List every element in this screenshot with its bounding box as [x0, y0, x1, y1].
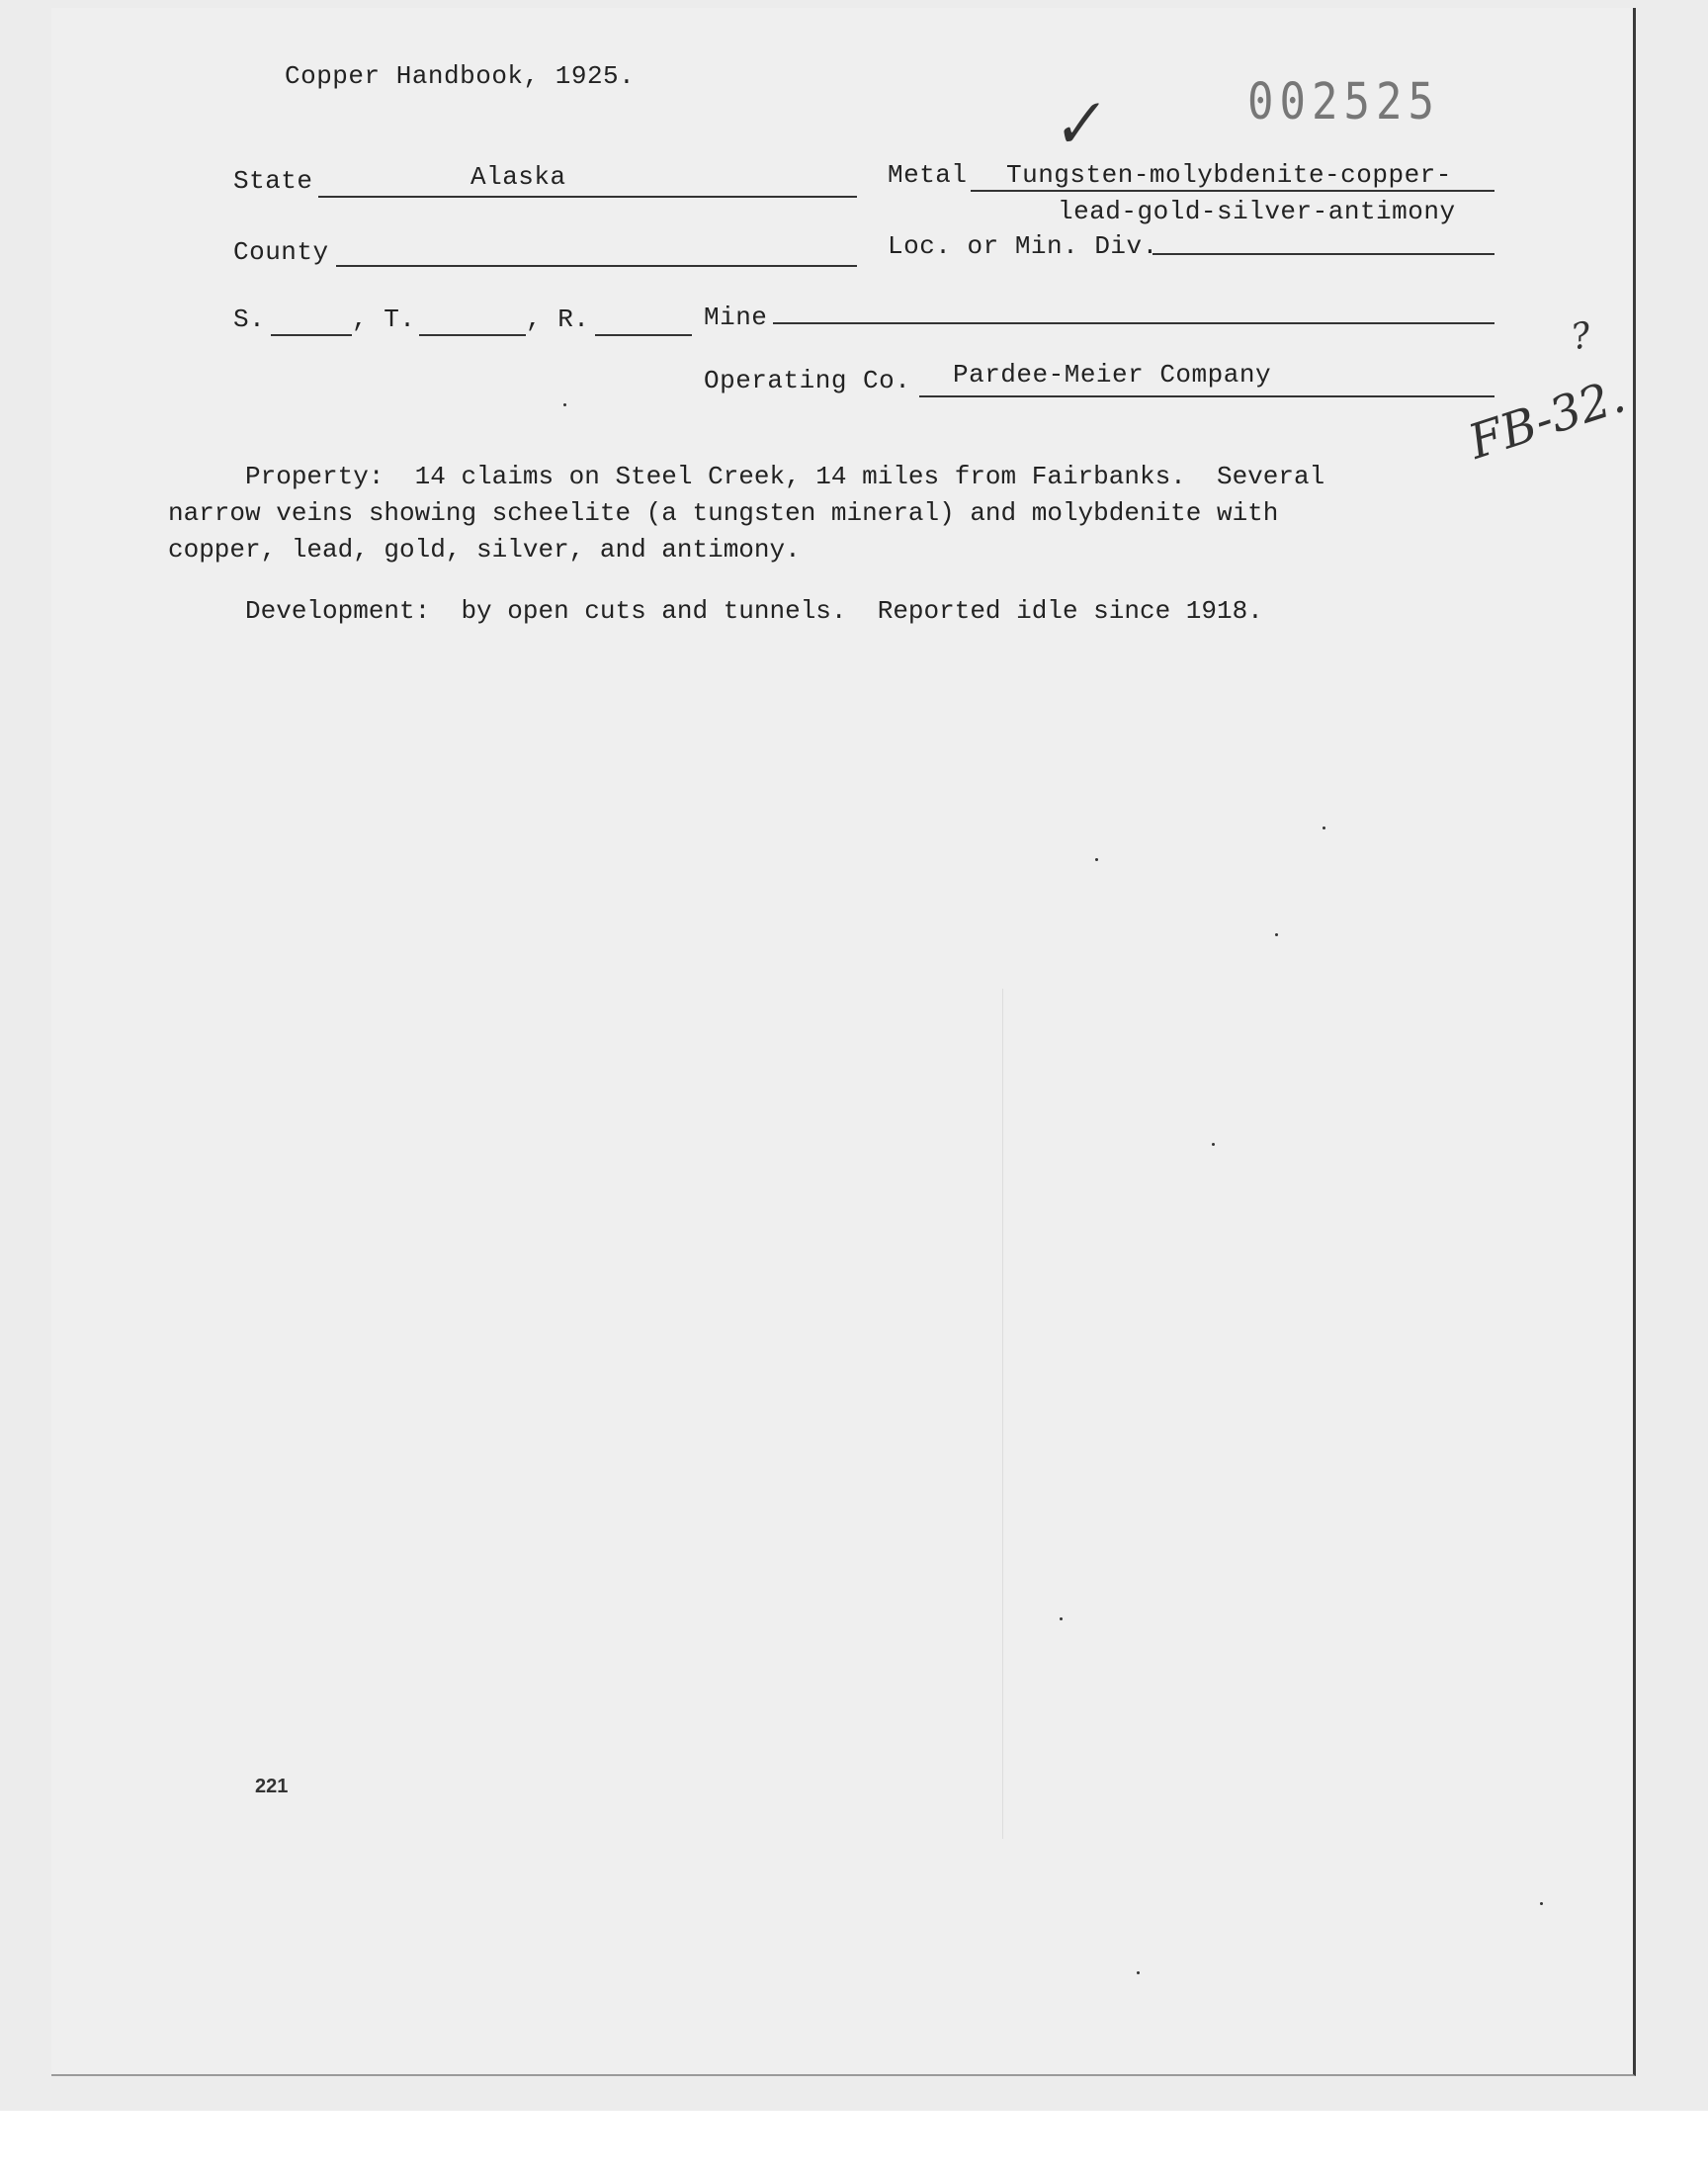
- township-label: , T.: [352, 304, 416, 334]
- metal-value-line2: lead-gold-silver-antimony: [1058, 197, 1456, 226]
- county-label: County: [233, 237, 329, 267]
- property-line-2: narrow veins showing scheelite (a tungsten mineral) and molybdenite with: [168, 498, 1279, 528]
- scan-speck: [1095, 858, 1098, 861]
- page-number: 221: [255, 1776, 289, 1797]
- scan-margin: [0, 2111, 1708, 2175]
- mine-label: Mine: [704, 303, 768, 332]
- county-line: [336, 265, 857, 267]
- handwritten-question-mark: ?: [1568, 314, 1594, 359]
- state-value: Alaska: [470, 162, 566, 192]
- paper-sheet: [51, 8, 1636, 2076]
- scan-speck: [563, 403, 566, 406]
- loc-line: [1153, 253, 1494, 255]
- check-mark: ✓: [1045, 85, 1108, 166]
- range-label: , R.: [526, 304, 590, 334]
- mine-line: [773, 322, 1494, 324]
- range-line: [595, 334, 692, 336]
- operating-co-value: Pardee-Meier Company: [953, 360, 1272, 390]
- section-line: [271, 334, 352, 336]
- record-number-stamp: 002525: [1247, 73, 1440, 131]
- property-line-1: Property: 14 claims on Steel Creek, 14 miles from Fairbanks. Several: [168, 462, 1325, 491]
- state-label: State: [233, 166, 313, 196]
- scan-speck: [1060, 1617, 1063, 1620]
- scan-speck: [1137, 1971, 1140, 1974]
- development-paragraph: Development: by open cuts and tunnels. Reported idle since 1918.: [168, 596, 1263, 626]
- state-line: [318, 196, 857, 198]
- scan-speck: [1212, 1143, 1215, 1146]
- metal-line: [971, 190, 1494, 192]
- scan-speck: [1540, 1902, 1543, 1905]
- operating-co-label: Operating Co.: [704, 366, 911, 395]
- township-line: [419, 334, 526, 336]
- scan-speck: [1275, 933, 1278, 936]
- handwritten-note: FB-32.: [1462, 368, 1632, 471]
- metal-value-line1: Tungsten-molybdenite-copper-: [1006, 160, 1452, 190]
- metal-label: Metal: [888, 160, 968, 190]
- scan-speck: [1323, 826, 1325, 829]
- source-title: Copper Handbook, 1925.: [285, 61, 636, 91]
- section-label: S.: [233, 304, 266, 334]
- fold-line: [1002, 989, 1003, 1839]
- operating-co-line: [919, 395, 1494, 397]
- property-line-3: copper, lead, gold, silver, and antimony.: [168, 535, 801, 565]
- loc-label: Loc. or Min. Div.: [888, 231, 1158, 261]
